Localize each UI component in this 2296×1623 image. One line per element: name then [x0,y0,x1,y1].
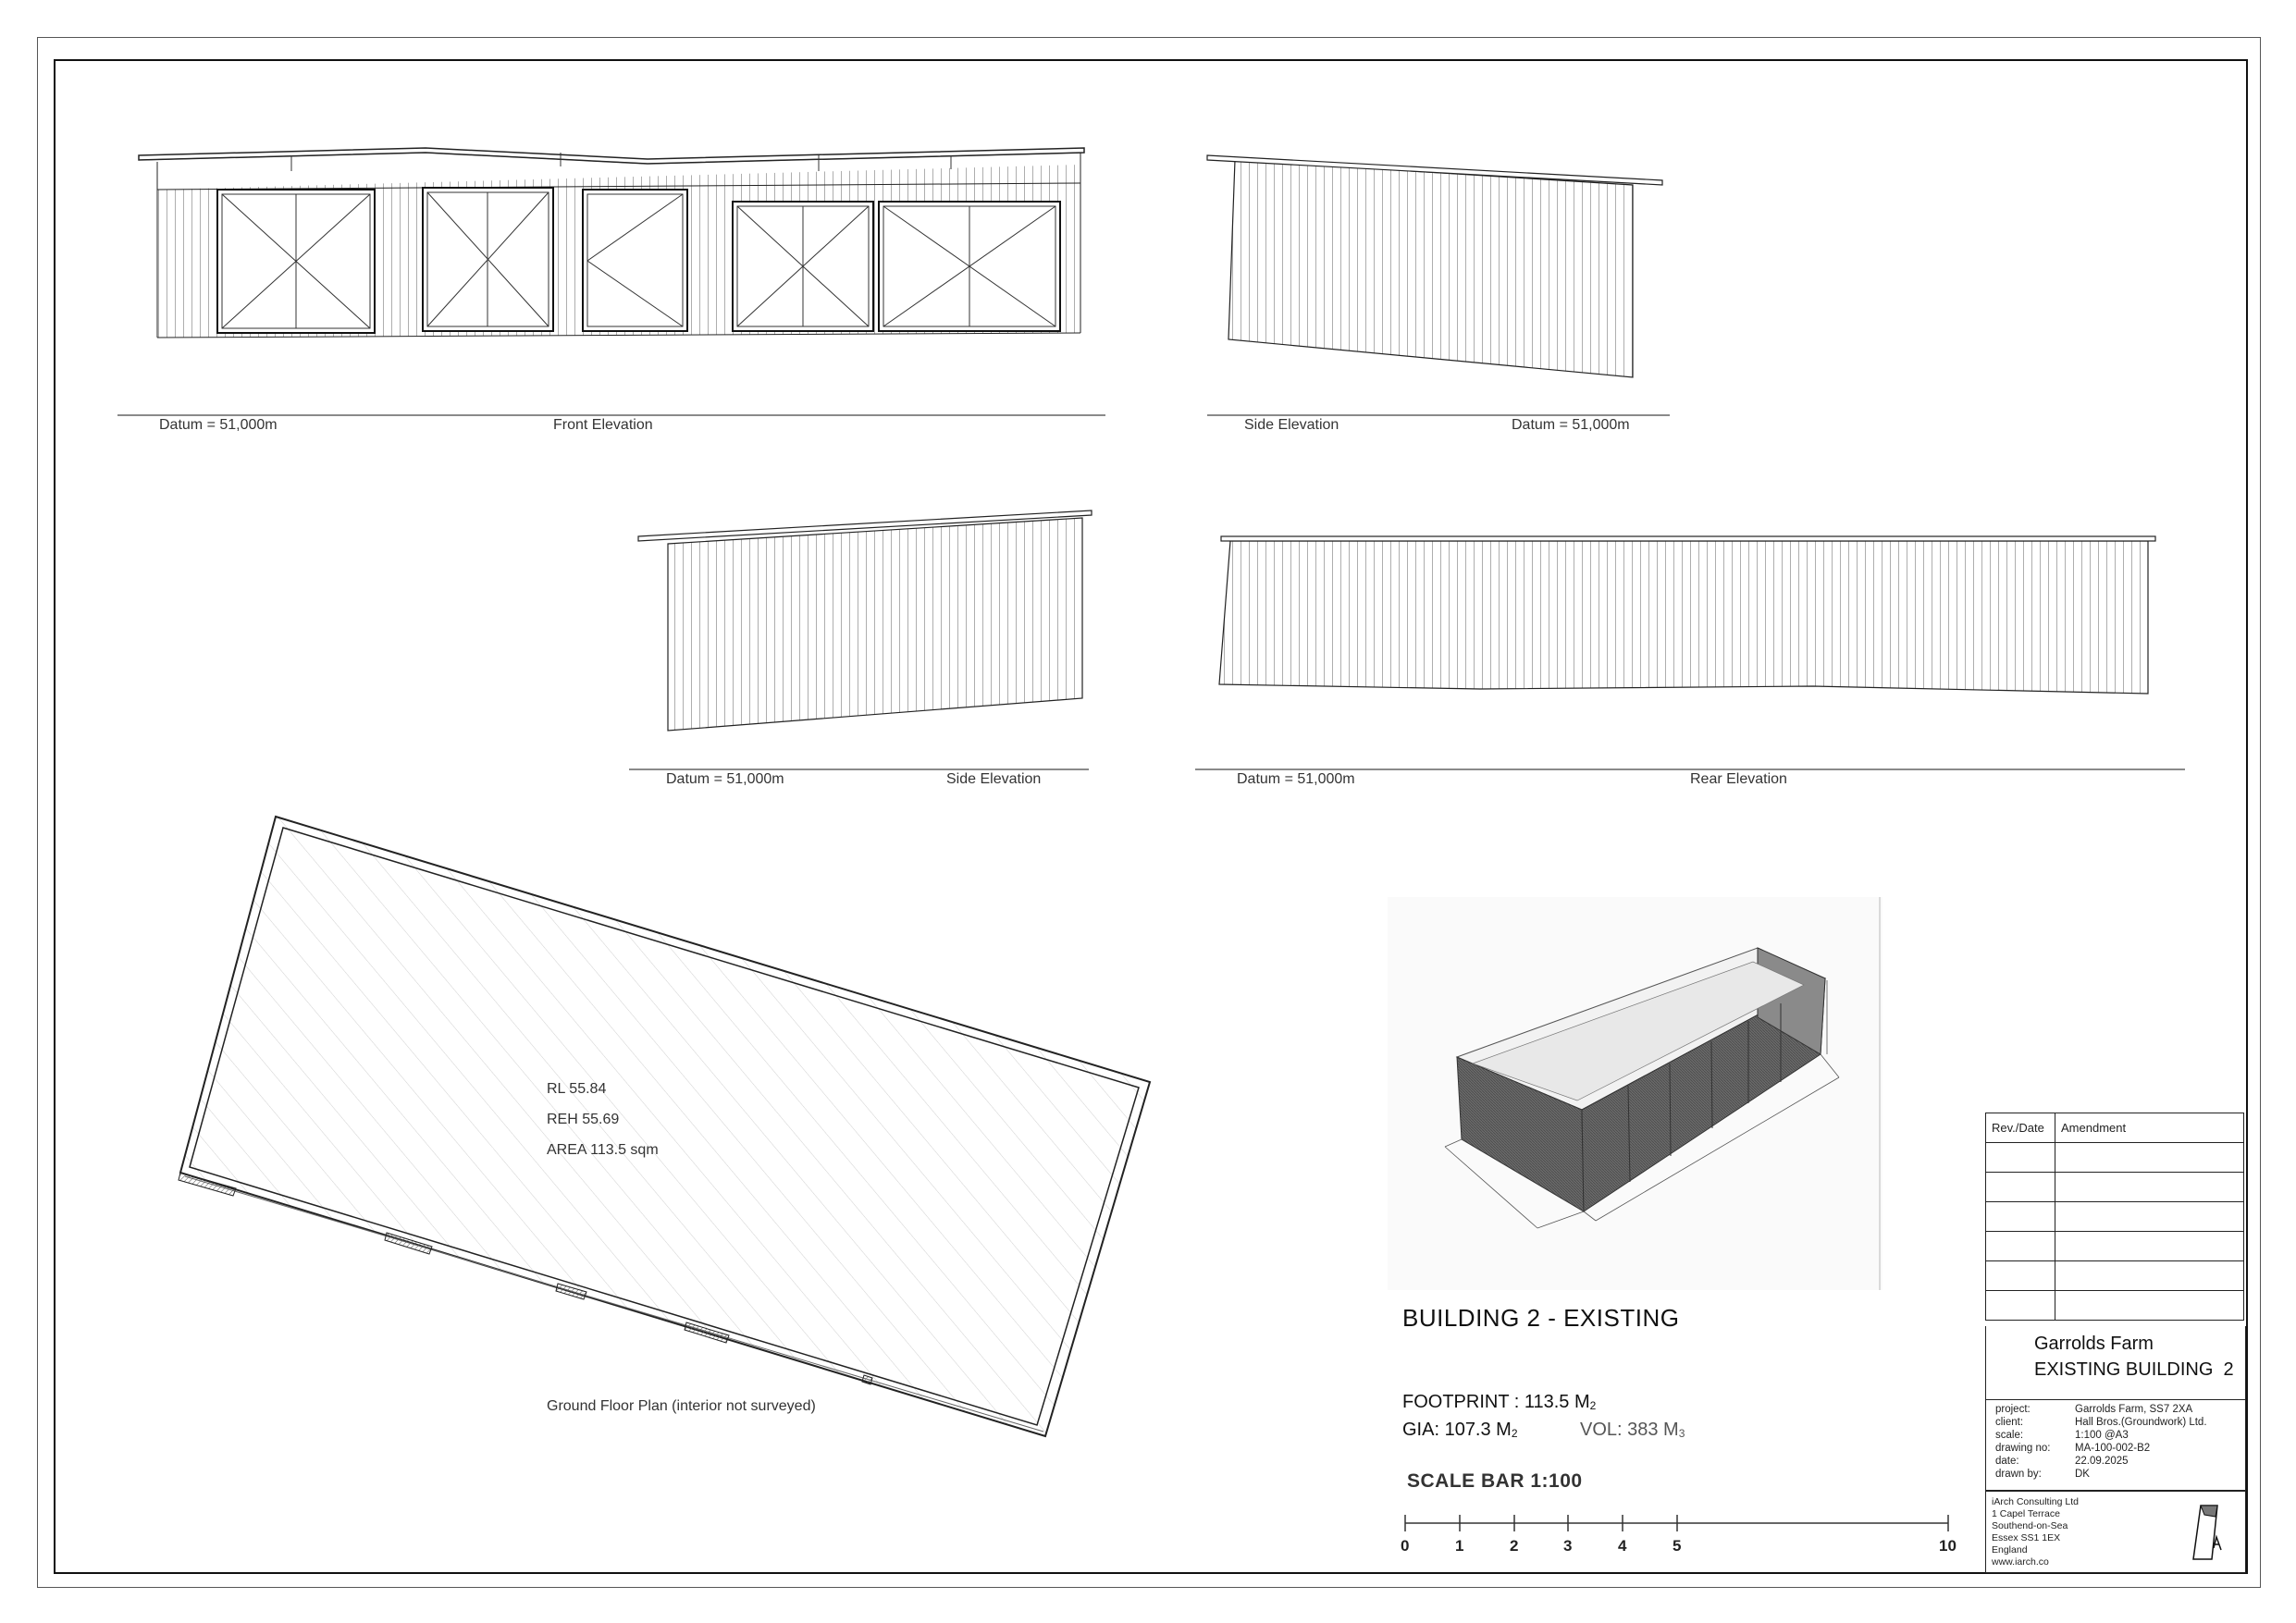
firm-address-line: Southend-on-Sea [1992,1520,2068,1531]
front-elevation-datum: Datum = 51,000m [159,417,278,433]
scale-tick-1: 1 [1455,1537,1464,1555]
firm-address-line: Essex SS1 1EX [1992,1532,2061,1543]
scale-tick-10: 10 [1939,1537,1957,1555]
info-value: 1:100 @A3 [2075,1430,2129,1441]
title-block-heading [1985,1326,2246,1400]
firm-website: www.iarch.co [1992,1556,2049,1568]
plan-reh-label: REH 55.69 [547,1112,620,1127]
title-block-info [1985,1399,2246,1492]
revision-row [1986,1291,2244,1321]
ground-floor-plan [179,817,1150,1436]
building-title: BUILDING 2 - EXISTING [1402,1304,1680,1332]
info-label: client: [1995,1417,2024,1428]
revision-row [1986,1232,2244,1261]
info-label: project: [1995,1404,2031,1415]
revision-row [1986,1261,2244,1291]
drawing-title: EXISTING BUILDING 2 [2034,1359,2234,1380]
building-3d-view [1388,897,1882,1290]
side-elevation-top [1207,155,1670,415]
front-elevation [117,148,1105,415]
revisions-table [1985,1113,2244,1321]
project-name: Garrolds Farm [2034,1334,2154,1354]
scale-tick-0: 0 [1401,1537,1410,1555]
scale-bar-title: SCALE BAR 1:100 [1407,1470,1583,1492]
firm-address-line: 1 Capel Terrace [1992,1508,2060,1519]
plan-caption: Ground Floor Plan (interior not surveyed) [547,1398,816,1414]
footprint-stat: FOOTPRINT : 113.5 $M^2$ [1402,1392,1597,1412]
revision-row [1986,1202,2244,1232]
info-label: date: [1995,1456,2019,1467]
scale-tick-4: 4 [1618,1537,1627,1555]
plan-rl-label: RL 55.84 [547,1081,607,1097]
revision-row [1986,1143,2244,1173]
rev-date-header: Rev./Date [1986,1113,2055,1143]
info-value: MA-100-002-B2 [2075,1443,2151,1454]
volume-stat: VOL: 383 $M^3$ [1580,1420,1685,1440]
side-elevation-top-datum: Datum = 51,000m [1512,417,1630,433]
side-elevation-mid-datum: Datum = 51,000m [666,771,784,787]
front-elevation-title: Front Elevation [553,417,653,433]
info-label: scale: [1995,1430,2024,1441]
info-label: drawn by: [1995,1469,2042,1480]
info-label: drawing no: [1995,1443,2051,1454]
firm-name: iArch Consulting Ltd [1992,1496,2079,1507]
amendment-header: Amendment [2055,1113,2244,1143]
rear-elevation-datum: Datum = 51,000m [1237,771,1355,787]
scale-tick-5: 5 [1673,1537,1682,1555]
side-elevation-top-title: Side Elevation [1244,417,1339,433]
side-elevation-mid [629,510,1092,769]
side-elevation-mid-title: Side Elevation [946,771,1042,787]
revisions-header-row [1986,1113,2244,1143]
rear-elevation [1195,536,2185,769]
info-value: DK [2075,1469,2090,1480]
firm-address-line: England [1992,1544,2028,1555]
rear-elevation-title: Rear Elevation [1690,771,1787,787]
iarch-logo-icon [2188,1502,2225,1563]
revision-row [1986,1173,2244,1202]
scale-bar [1405,1515,1948,1531]
scale-tick-3: 3 [1563,1537,1573,1555]
plan-area-label: AREA 113.5 sqm [547,1142,659,1158]
info-value: 22.09.2025 [2075,1456,2129,1467]
gia-stat: GIA: 107.3 $M^2$ [1402,1420,1518,1440]
info-value: Garrolds Farm, SS7 2XA [2075,1404,2193,1415]
scale-tick-2: 2 [1510,1537,1519,1555]
firm-details [1985,1490,2246,1573]
info-value: Hall Bros.(Groundwork) Ltd. [2075,1417,2207,1428]
